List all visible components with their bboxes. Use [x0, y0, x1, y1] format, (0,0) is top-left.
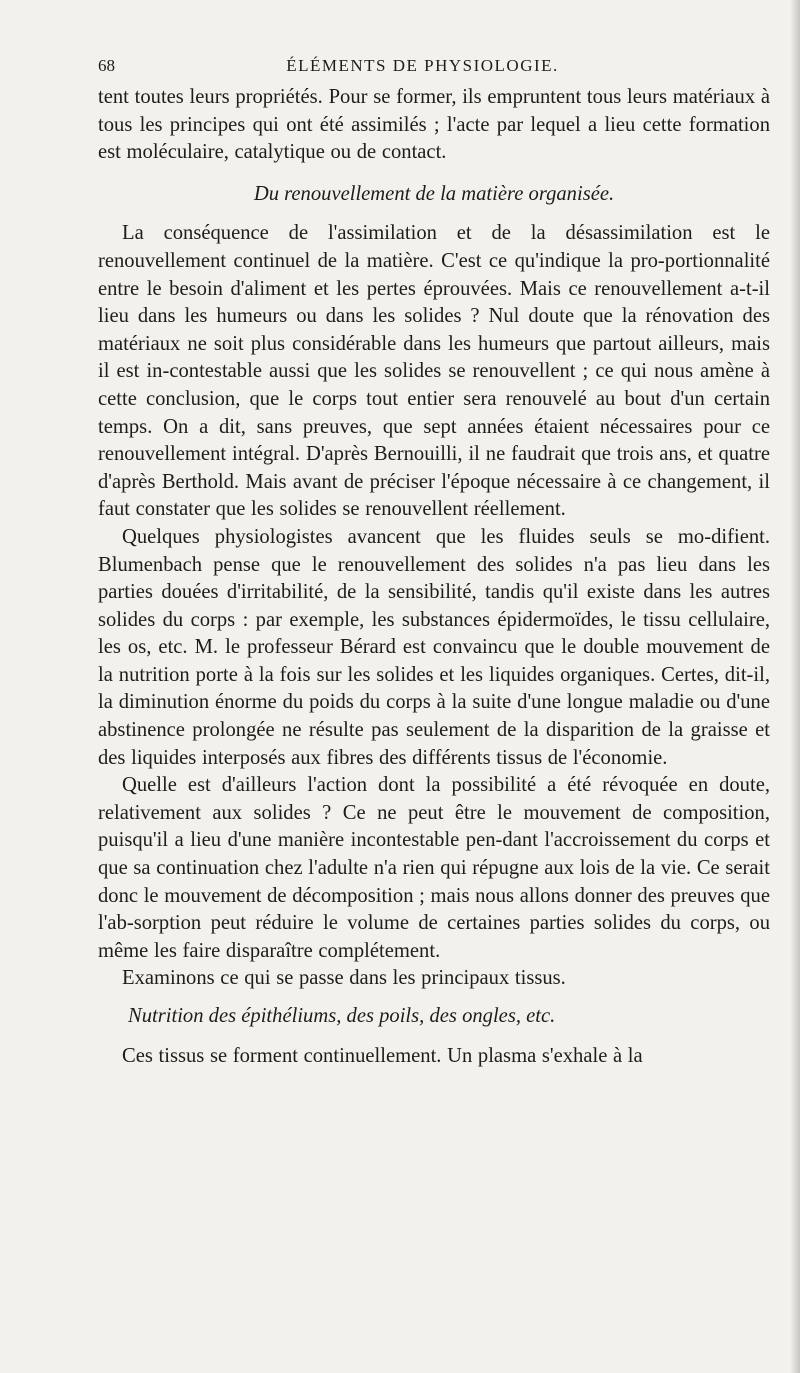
paragraph-examinons: Examinons ce qui se passe dans les principaux tissus.: [122, 967, 566, 990]
paragraph-action-solides: Quelle est d'ailleurs l'action dont la possibilité a été révoquée en doute, relativement aux solides ? Ce ne peut être le mouvement de composition, puisqu'il a lieu d'une manière incontestable pen-dant l'accroissement du corps et que sa continuation chez l'adulte n'a rien qui répugne aux lois de la vie. Ce serait donc le mouvement de décomposition ; mais nous allons donner des preuves que l'ab-sorption peut réduire le volume de certaines parties solides du corps, ou même les faire disparaître complétement.: [98, 774, 770, 962]
running-title: ÉLÉMENTS DE PHYSIOLOGIE.: [286, 56, 559, 75]
section-title-nutrition: Nutrition des épithéliums, des poils, des ongles, etc.: [128, 1005, 556, 1027]
section-title-renouvellement: Du renouvellement de la matière organisée.: [253, 182, 615, 205]
paragraph-tissus: Ces tissus se forment continuellement. Un plasma s'exhale à la: [122, 1044, 643, 1067]
paragraph-continuation: tent toutes leurs propriétés. Pour se former, ils empruntent tous leurs matériaux à tous les principes qui ont été assimilés ; l'acte par lequel a lieu cette formation est moléculaire, catalytique ou de contact.: [98, 86, 770, 164]
paragraph-renouvellement: La conséquence de l'assimilation et de la désassimilation est le renouvellement continuel de la matière. C'est ce qu'indique la pro-portionnalité entre le besoin d'aliment et les pertes éprouvées. Mais ce renouvellement a-t-il lieu dans les humeurs ou dans les solides ? Nul doute que la rénovation des matériaux ne soit plus considérable dans les humeurs que partout ailleurs, mais il est in-contestable aussi que les solides se renouvellent ; ce qui nous amène à cette conclusion, que le corps tout entier sera renouvelé au bout d'un certain temps. On a dit, sans preuves, que sept années étaient nécessaires pour ce renouvellement intégral. D'après Bernouilli, il ne faudrait que trois ans, et quatre d'après Berthold. Mais avant de préciser l'époque nécessaire à ce changement, il faut constater que les solides se renouvellent réellement.: [98, 222, 770, 521]
page-number: 68: [98, 56, 115, 75]
page-edge-shadow: [790, 0, 800, 1373]
book-page: [98, 56, 770, 1070]
paragraph-physiologistes: Quelques physiologistes avancent que les fluides seuls se mo-difient. Blumenbach pense que le renouvellement des solides n'a pas lieu dans les parties douées d'irritabilité, de la sensibilité, tandis qu'il existe dans les autres solides du corps : par exemple, les substances épidermoïdes, le tissu cellulaire, les os, etc. M. le professeur Bérard est convaincu que le double mouvement de la nutrition porte à la fois sur les solides et les liquides organiques. Certes, dit-il, la diminution énorme du poids du corps à la suite d'une longue maladie ou d'une abstinence prolongée ne résulte pas seulement de la disparition de la graisse et des liquides interposés aux fibres des différents tissus de l'économie.: [98, 525, 770, 769]
page-header: [98, 56, 770, 82]
